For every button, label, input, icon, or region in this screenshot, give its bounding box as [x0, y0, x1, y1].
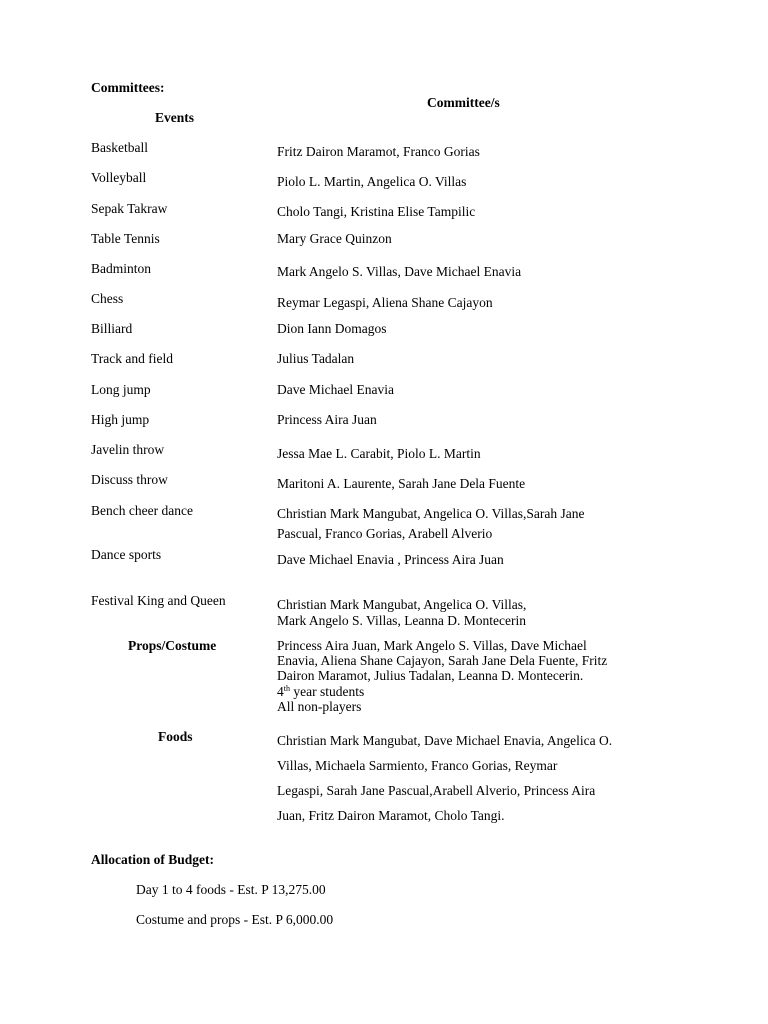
event-name: Javelin throw — [91, 442, 165, 457]
committee-members: Fritz Dairon Maramot, Franco Gorias — [277, 144, 480, 159]
committees-heading: Committees: — [91, 80, 165, 95]
props-members-line: Princess Aira Juan, Mark Angelo S. Villas, Dave Michael — [277, 638, 587, 653]
committee-members: Jessa Mae L. Carabit, Piolo L. Martin — [277, 446, 481, 461]
committee-members: Reymar Legaspi, Aliena Shane Cajayon — [277, 295, 493, 310]
committee-members-line: Christian Mark Mangubat, Angelica O. Villas,Sarah Jane — [277, 506, 585, 521]
non-players-line: All non-players — [277, 699, 362, 714]
foods-members-line: Legaspi, Sarah Jane Pascual,Arabell Alverio, Princess Aira — [277, 783, 596, 798]
event-name: Billiard — [91, 321, 133, 336]
committee-members-line: Mark Angelo S. Villas, Leanna D. Montecerin — [277, 613, 527, 628]
event-name: Table Tennis — [91, 231, 160, 246]
committee-column-heading: Committee/s — [427, 95, 500, 110]
committee-members: Mary Grace Quinzon — [277, 231, 392, 246]
committee-members: Piolo L. Martin, Angelica O. Villas — [277, 174, 467, 189]
budget-heading: Allocation of Budget: — [91, 852, 214, 867]
event-name: Bench cheer dance — [91, 503, 193, 518]
committee-members: Dion Iann Domagos — [277, 321, 387, 336]
event-name: Chess — [91, 291, 124, 306]
events-column-heading: Events — [155, 110, 195, 125]
committee-members: Cholo Tangi, Kristina Elise Tampilic — [277, 204, 476, 219]
budget-item: Costume and props - Est. P 6,000.00 — [136, 912, 334, 927]
committee-members: Princess Aira Juan — [277, 412, 377, 427]
committee-members: Julius Tadalan — [277, 351, 355, 366]
foods-members-line: Juan, Fritz Dairon Maramot, Cholo Tangi. — [277, 808, 505, 823]
committee-members: Mark Angelo S. Villas, Dave Michael Enavia — [277, 264, 522, 279]
event-name: Discuss throw — [91, 472, 168, 487]
committee-members: Maritoni A. Laurente, Sarah Jane Dela Fuente — [277, 476, 526, 491]
event-name: Long jump — [91, 382, 151, 397]
props-members-line: Enavia, Aliena Shane Cajayon, Sarah Jane Dela Fuente, Fritz — [277, 653, 608, 668]
event-name: Track and field — [91, 351, 173, 366]
event-name: High jump — [91, 412, 150, 427]
event-name: Badminton — [91, 261, 151, 276]
foods-label: Foods — [158, 729, 193, 744]
committee-members: Dave Michael Enavia , Princess Aira Juan — [277, 552, 504, 567]
event-name: Basketball — [91, 140, 148, 155]
event-name: Volleyball — [91, 170, 147, 185]
event-name: Festival King and Queen — [91, 593, 226, 608]
props-costume-label: Props/Costume — [128, 638, 217, 653]
committee-members-line: Pascual, Franco Gorias, Arabell Alverio — [277, 526, 493, 541]
event-name: Dance sports — [91, 547, 162, 562]
year-number: 4 — [277, 684, 284, 699]
event-name: Sepak Takraw — [91, 201, 168, 216]
year-students-line — [277, 684, 364, 699]
year-ordinal-suffix: th — [283, 684, 290, 693]
foods-members-line: Villas, Michaela Sarmiento, Franco Gorias, Reymar — [277, 758, 558, 773]
year-students-text: year students — [289, 684, 365, 699]
budget-item: Day 1 to 4 foods - Est. P 13,275.00 — [136, 882, 326, 897]
committee-members-line: Christian Mark Mangubat, Angelica O. Villas, — [277, 597, 527, 612]
foods-members-line: Christian Mark Mangubat, Dave Michael Enavia, Angelica O. — [277, 733, 613, 748]
committee-members: Dave Michael Enavia — [277, 382, 394, 397]
props-members-line: Dairon Maramot, Julius Tadalan, Leanna D. Montecerin. — [277, 668, 584, 683]
